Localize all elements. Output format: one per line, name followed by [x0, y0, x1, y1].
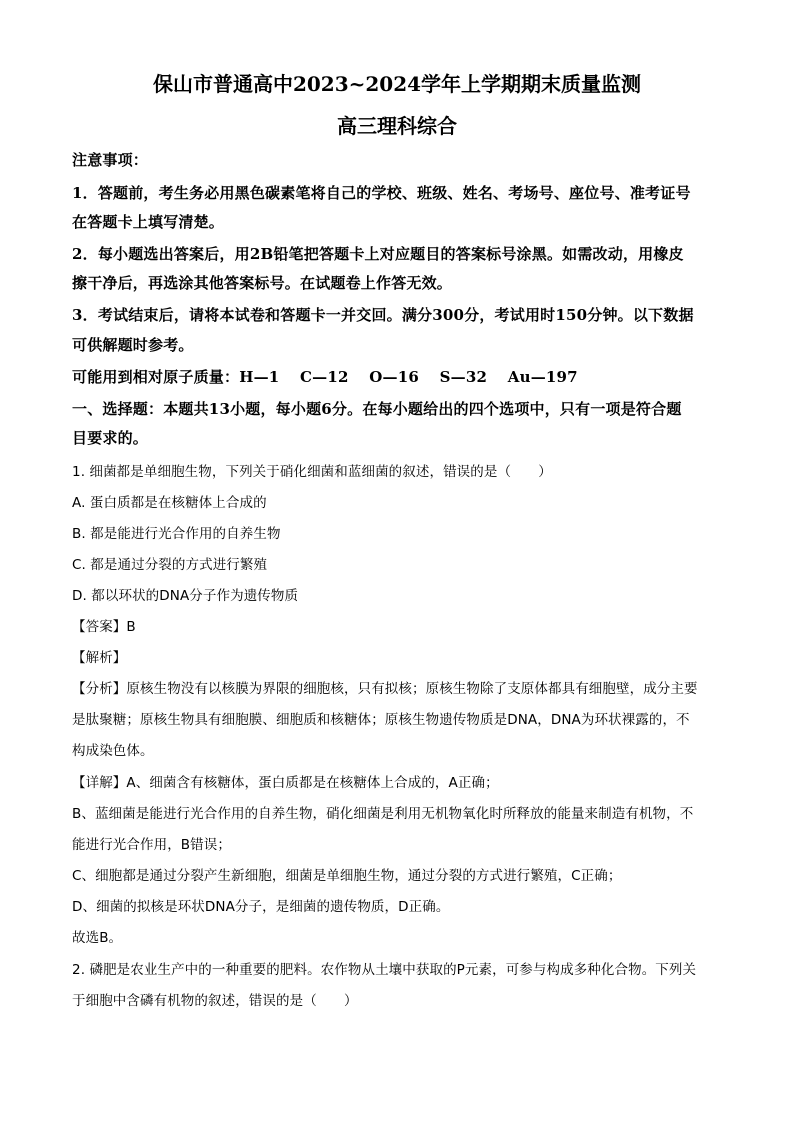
question-1-answer: 【答案】B	[72, 619, 136, 635]
question-1-analysis-line-2: 是肽聚糖；原核生物具有细胞膜、细胞质和核糖体；原核生物遗传物质是DNA，DNA为环状裸露的，不	[72, 712, 690, 728]
notice-item-2-line-1: 2．每小题选出答案后，用2B铅笔把答题卡上对应题目的答案标号涂黑。如需改动，用橡皮	[72, 245, 684, 263]
question-1-detail-line-3: 能进行光合作用，B错误；	[72, 837, 231, 853]
question-1-option-d: D. 都以环状的DNA分子作为遗传物质	[72, 588, 299, 604]
notice-item-1-line-1: 1．答题前，考生务必用黑色碳素笔将自己的学校、班级、姓名、考场号、座位号、准考证号	[72, 184, 691, 202]
question-1-conclusion: 故选B。	[72, 930, 123, 946]
question-1-analysis-line-1: 【分析】原核生物没有以核膜为界限的细胞核，只有拟核；原核生物除了支原体都具有细胞壁，成分主要	[72, 681, 698, 697]
section-1-heading-line-1: 一、选择题：本题共13小题，每小题6分。在每小题给出的四个选项中，只有一项是符合题	[72, 400, 682, 418]
question-1-detail-line-4: C、细胞都是通过分裂产生新细胞，细菌是单细胞生物，通过分裂的方式进行繁殖，C正确；	[72, 868, 622, 884]
notice-item-3-line-1: 3．考试结束后，请将本试卷和答题卡一并交回。满分300分，考试用时150分钟。以下数据	[72, 306, 694, 324]
question-1-option-a: A. 蛋白质都是在核糖体上合成的	[72, 495, 267, 511]
notice-item-1-line-2: 在答题卡上填写清楚。	[72, 213, 225, 231]
question-1-analysis-tag: 【解析】	[72, 650, 127, 666]
question-1-stem: 1. 细菌都是单细胞生物，下列关于硝化细菌和蓝细菌的叙述，错误的是（ ）	[72, 464, 552, 480]
question-2-stem-line-1: 2. 磷肥是农业生产中的一种重要的肥料。农作物从土壤中获取的P元素，可参与构成多种化合物。下列关	[72, 962, 697, 978]
question-1-analysis-line-3: 构成染色体。	[72, 743, 154, 759]
atomic-mass-reference: 可能用到相对原子质量：H—1 C—12 O—16 S—32 Au—197	[72, 368, 578, 386]
question-2-stem-line-2: 于细胞中含磷有机物的叙述，错误的是（ ）	[72, 993, 358, 1009]
question-1-option-b: B. 都是能进行光合作用的自养生物	[72, 526, 281, 542]
exam-subtitle: 高三理科综合	[337, 114, 457, 138]
notice-item-2-line-2: 擦干净后，再选涂其他答案标号。在试题卷上作答无效。	[72, 274, 453, 292]
exam-title: 保山市普通高中2023~2024学年上学期期末质量监测	[152, 72, 642, 96]
section-1-heading-line-2: 目要求的。	[72, 429, 149, 447]
notice-item-3-line-2: 可供解题时参考。	[72, 336, 194, 354]
notice-heading: 注意事项：	[72, 151, 149, 169]
question-1-detail-line-5: D、细菌的拟核是环状DNA分子，是细菌的遗传物质，D正确。	[72, 899, 450, 915]
question-1-detail-line-2: B、蓝细菌是能进行光合作用的自养生物，硝化细菌是利用无机物氧化时所释放的能量来制造有机物，不	[72, 806, 694, 822]
question-1-option-c: C. 都是通过分裂的方式进行繁殖	[72, 557, 268, 573]
question-1-detail-line-1: 【详解】A、细菌含有核糖体，蛋白质都是在核糖体上合成的，A正确；	[72, 775, 499, 791]
